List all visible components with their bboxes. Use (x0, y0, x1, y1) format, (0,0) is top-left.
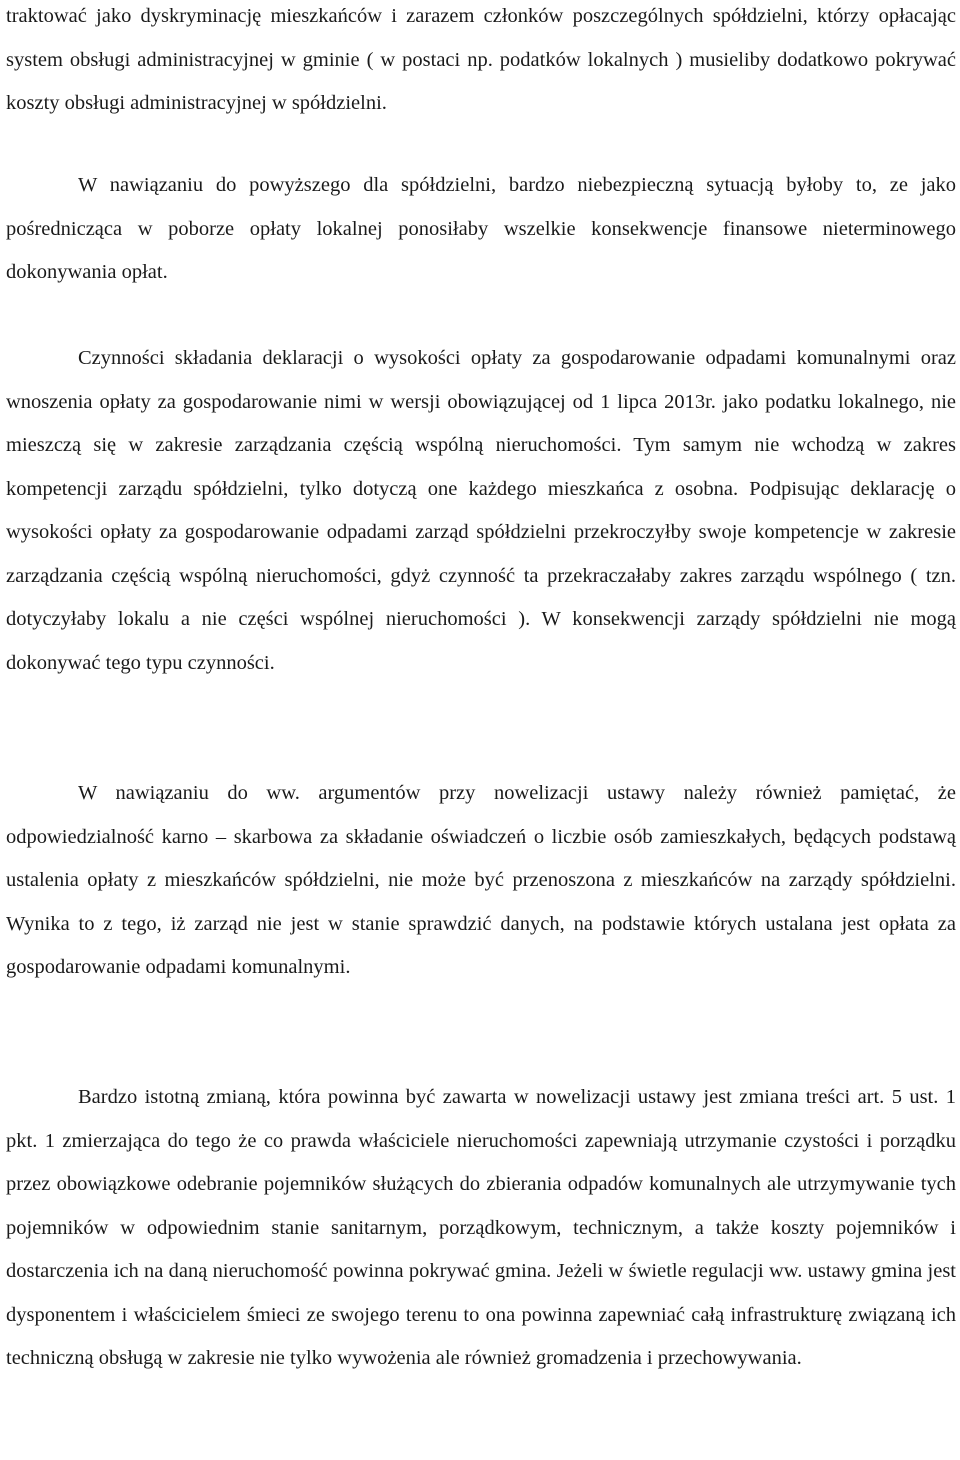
document-page (6, 0, 956, 1460)
paragraph-declaration-duties: Czynności składania deklaracji o wysokości opłaty za gospodarowanie odpadami komunalnymi oraz wnoszenia opłaty za gospodarowanie nimi w wersji obowiązującej od 1 lipca 2013r. jako podatku lokalnego, nie mieszczą się w zakresie zarządzania częścią wspólną nieruchomości. Tym samym nie wchodzą w zakres kompetencji zarządu spółdzielni, tylko dotyczą one każdego mieszkańca z osobna. Podpisując deklarację o wysokości opłaty za gospodarowanie odpadami zarząd spółdzielni przekroczyłby swoje kompetencje w zakresie zarządzania częścią wspólną nieruchomości, gdyż czynność ta przekraczałaby zakres zarządu wspólnego ( tzn. dotyczyłaby lokalu a nie części wspólnej nieruchomości ). W konsekwencji zarządy spółdzielni nie mogą dokonywać tego typu czynności. (6, 347, 956, 674)
paragraph-cooperative-risk: W nawiązaniu do powyższego dla spółdzielni, bardzo niebezpieczną sytuacją byłoby to, ze jako pośrednicząca w poborze opłaty lokalnej ponosiłaby wszelkie konsekwencje finansowe nieterminowego dokonywania opłat. (6, 174, 956, 283)
paragraph-continuation: traktować jako dyskryminację mieszkańców i zarazem członków poszczególnych spółdzielni, którzy opłacając system obsługi administracyjnej w gminie ( w postaci np. podatków lokalnych ) musieliby dodatkowo pokrywać koszty obsługi administracyjnej w spółdzielni. (6, 5, 956, 114)
paragraph-liability: W nawiązaniu do ww. argumentów przy nowelizacji ustawy należy również pamiętać, że odpowiedzialność karno – skarbowa za składanie oświadczeń o liczbie osób zamieszkałych, będących podstawą ustalenia opłaty z mieszkańców spółdzielni, nie może być przenoszona z mieszkańców na zarządy spółdzielni. Wynika to z tego, iż zarząd nie jest w stanie sprawdzić danych, na podstawie których ustalana jest opłata za gospodarowanie odpadami komunalnymi. (6, 782, 956, 978)
paragraph-amendment-proposal: Bardzo istotną zmianą, która powinna być zawarta w nowelizacji ustawy jest zmiana treści art. 5 ust. 1 pkt. 1 zmierzająca do tego że co prawda właściciele nieruchomości zapewniają utrzymanie czystości i porządku przez obowiązkowe odebranie pojemników służących do zbierania odpadów komunalnych ale utrzymywanie tych pojemników w odpowiednim stanie sanitarnym, porządkowym, technicznym, a także koszty pojemników i dostarczenia ich na daną nieruchomość powinna pokrywać gmina. Jeżeli w świetle regulacji ww. ustawy gmina jest dysponentem i właścicielem śmieci ze swojego terenu to ona powinna zapewniać całą infrastrukturę związaną ich techniczną obsługą w zakresie nie tylko wywożenia ale również gromadzenia i przechowywania. (6, 1086, 956, 1369)
